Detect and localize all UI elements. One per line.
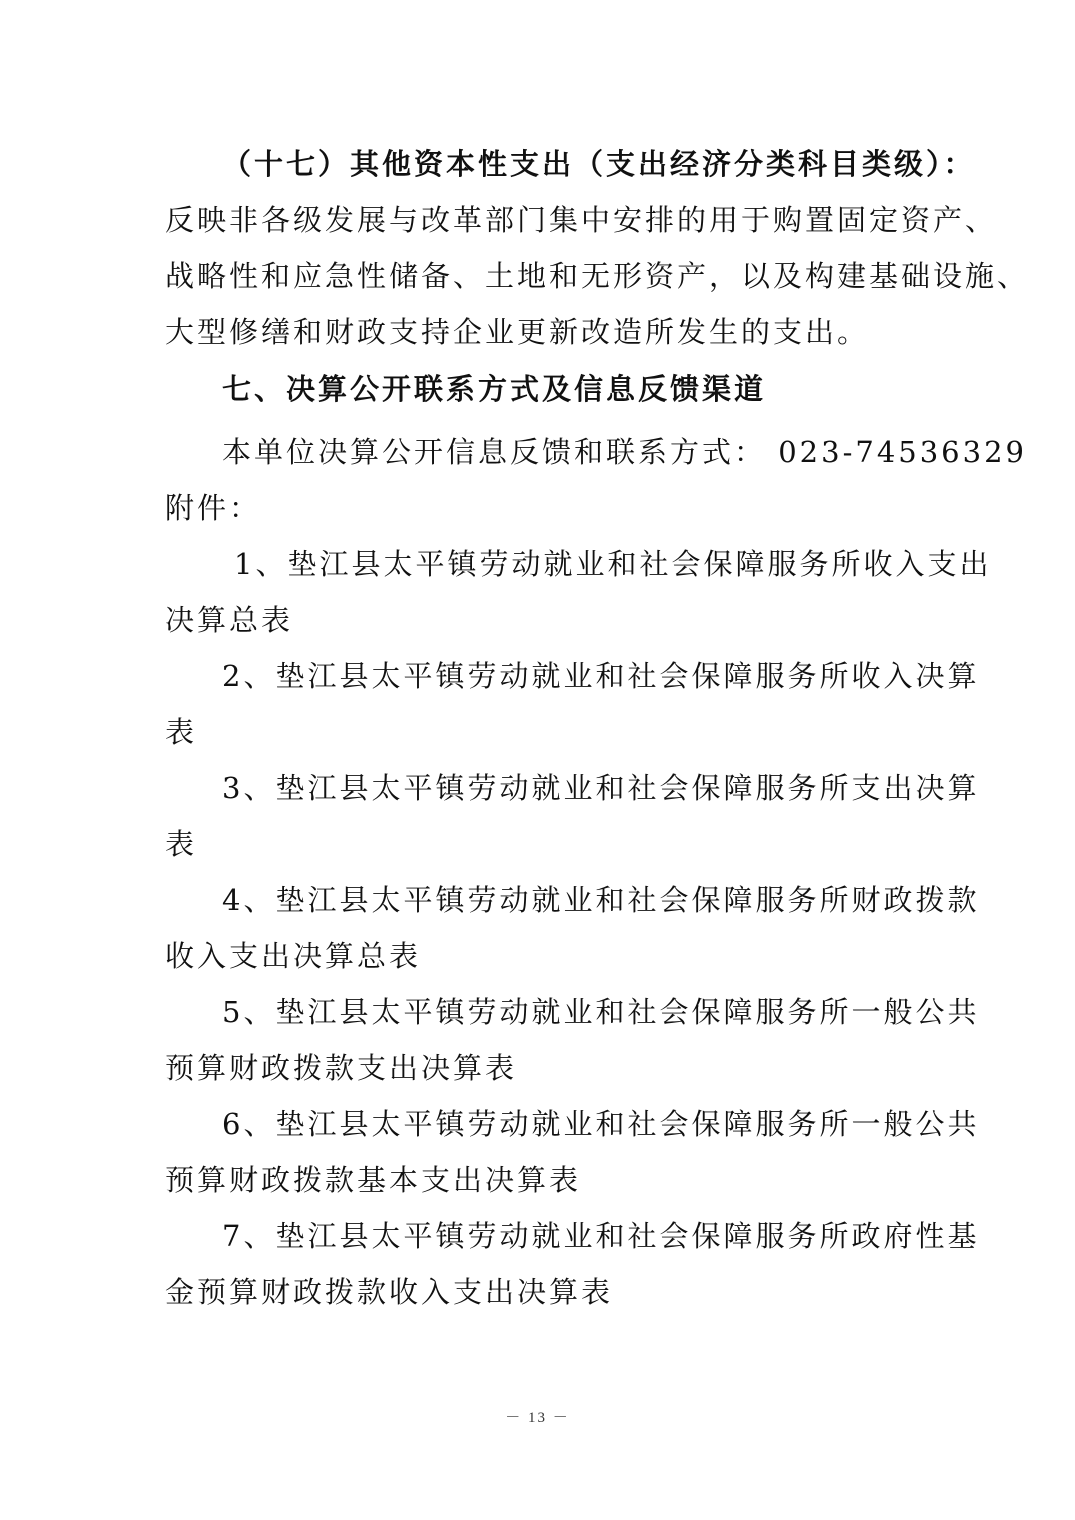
- attachment-6-line-2: 预算财政拨款基本支出决算表: [165, 1163, 582, 1197]
- attachment-1-line-2: 决算总表: [165, 603, 294, 637]
- contact-line: 本单位决算公开信息反馈和联系方式： 023-74536329: [222, 435, 1027, 469]
- section-17-line-2: 战略性和应急性储备、土地和无形资产，以及构建基础设施、: [165, 259, 1030, 293]
- attachment-2-line-1: 2、垫江县太平镇劳动就业和社会保障服务所收入决算: [222, 659, 980, 693]
- attachment-5-line-1: 5、垫江县太平镇劳动就业和社会保障服务所一般公共: [222, 995, 980, 1029]
- section-7-heading: 七、决算公开联系方式及信息反馈渠道: [222, 372, 767, 406]
- section-17-line-3: 大型修缮和财政支持企业更新改造所发生的支出。: [165, 315, 870, 349]
- page-number: － 13 －: [505, 1410, 570, 1426]
- attachment-2-line-2: 表: [165, 715, 198, 749]
- section-17-line-1: 反映非各级发展与改革部门集中安排的用于购置固定资产、: [165, 203, 998, 237]
- attachment-3-line-2: 表: [165, 827, 198, 861]
- attachment-4-line-1: 4、垫江县太平镇劳动就业和社会保障服务所财政拨款: [222, 883, 980, 917]
- attachment-6-line-1: 6、垫江县太平镇劳动就业和社会保障服务所一般公共: [222, 1107, 980, 1141]
- attachment-7-line-1: 7、垫江县太平镇劳动就业和社会保障服务所政府性基: [222, 1219, 980, 1253]
- attachment-3-line-1: 3、垫江县太平镇劳动就业和社会保障服务所支出决算: [222, 771, 980, 805]
- attachments-label: 附件：: [165, 491, 262, 525]
- attachment-7-line-2: 金预算财政拨款收入支出决算表: [165, 1275, 614, 1309]
- section-17-heading: （十七）其他资本性支出（支出经济分类科目类级）：: [222, 147, 976, 181]
- attachment-1-line-1: 1、垫江县太平镇劳动就业和社会保障服务所收入支出: [234, 547, 992, 581]
- attachment-4-line-2: 收入支出决算总表: [165, 939, 422, 973]
- attachment-5-line-2: 预算财政拨款支出决算表: [165, 1051, 518, 1085]
